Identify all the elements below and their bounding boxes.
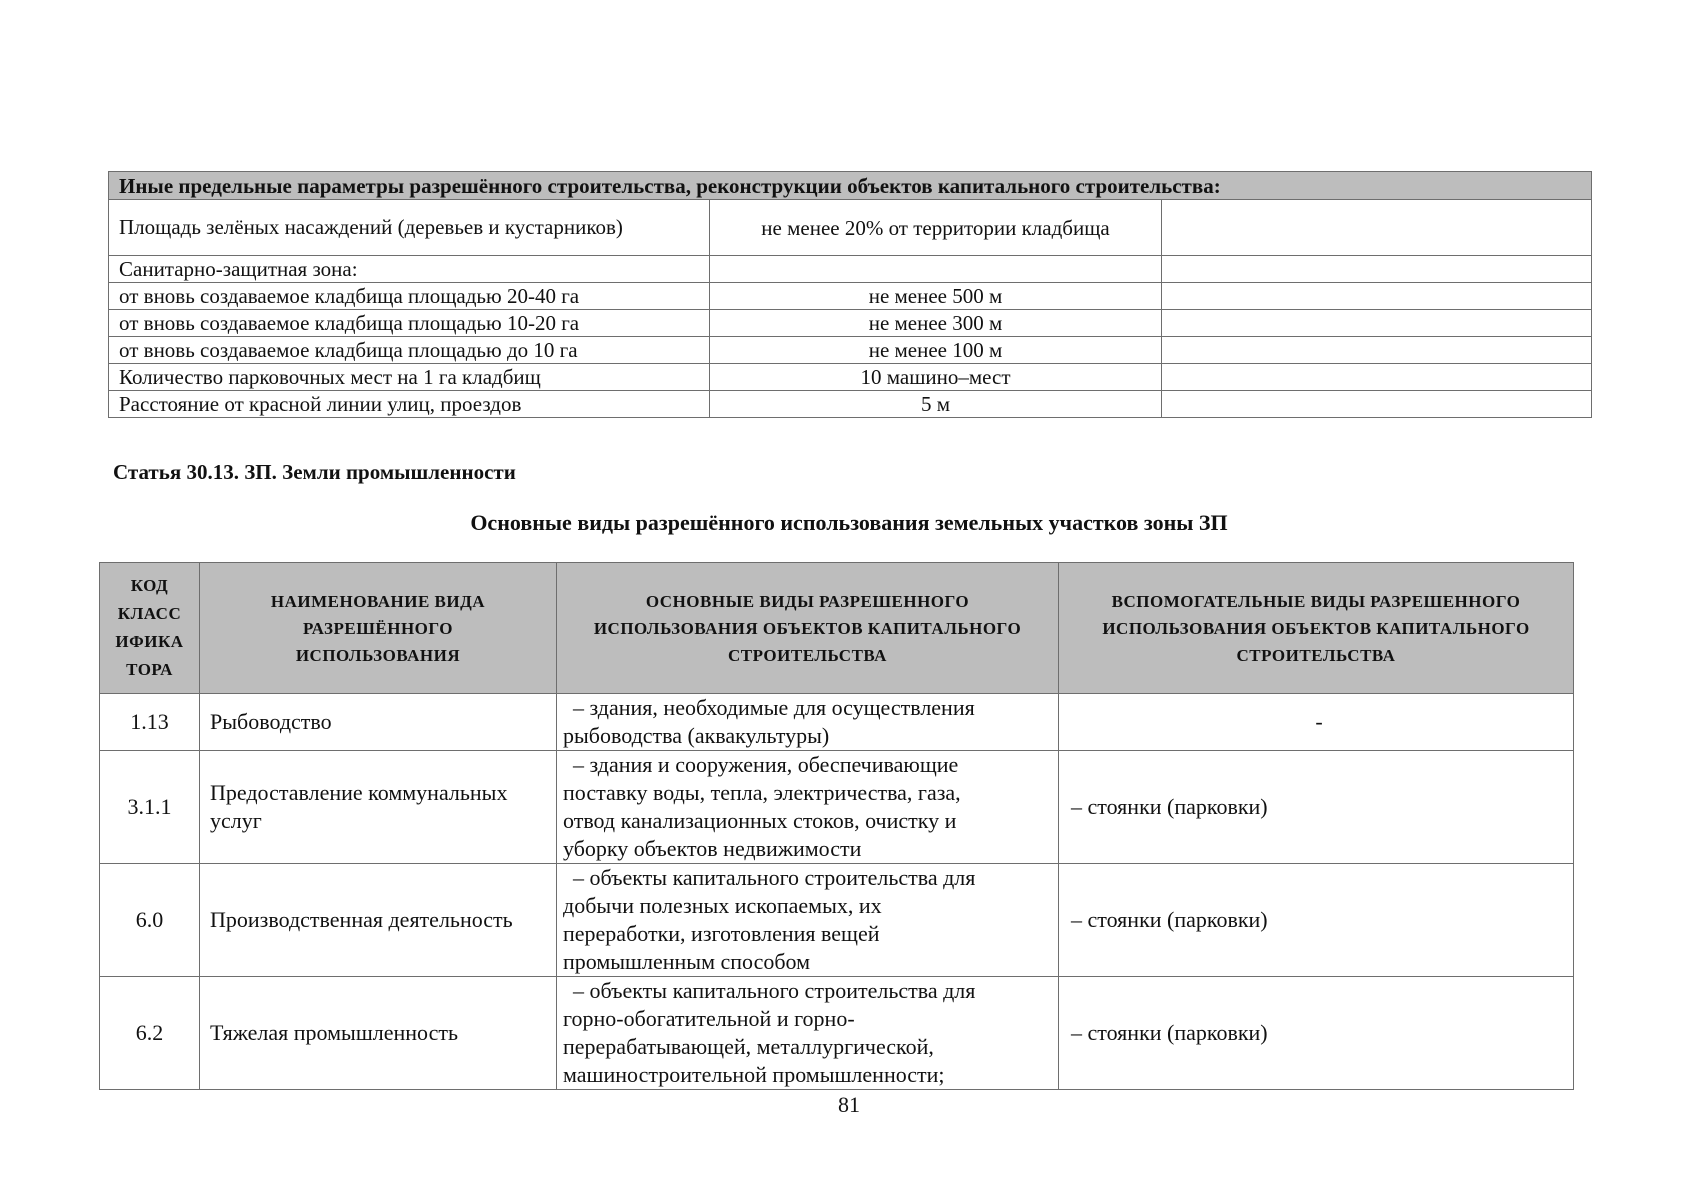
table-row	[109, 200, 1592, 256]
table-row	[109, 310, 1592, 337]
main-use-line: промышленным способом	[563, 949, 811, 974]
params-table-header-row	[109, 172, 1592, 200]
use-name: Производственная деятельность	[200, 864, 557, 977]
use-code: 6.0	[100, 864, 200, 977]
code-header-line: ТОРА	[126, 660, 173, 679]
param-note	[1162, 391, 1592, 418]
aux-uses: – стоянки (парковки)	[1059, 864, 1574, 977]
main-uses	[557, 977, 1059, 1090]
table-row	[109, 337, 1592, 364]
main-uses	[557, 864, 1059, 977]
table-row	[109, 364, 1592, 391]
table-row	[100, 751, 1574, 864]
params-table-header: Иные предельные параметры разрешённого строительства, реконструкции объектов капитального строительства:	[109, 172, 1592, 200]
code-header-line: КОД	[130, 576, 169, 595]
main-use-line: отвод канализационных стоков, очистку и	[563, 808, 957, 833]
page-number: 81	[838, 1092, 860, 1117]
table-row	[109, 256, 1592, 283]
aux-uses: – стоянки (парковки)	[1059, 751, 1574, 864]
table-row	[109, 391, 1592, 418]
param-label: Расстояние от красной линии улиц, проездов	[109, 391, 710, 418]
article-title: Статья 30.13. ЗП. Земли промышленности	[113, 460, 516, 484]
aux-uses: -	[1059, 694, 1574, 751]
main-uses	[557, 751, 1059, 864]
uses-table-header-row	[100, 563, 1574, 694]
use-name: Тяжелая промышленность	[200, 977, 557, 1090]
main-use-line: – здания, необходимые для осуществления	[573, 695, 975, 720]
param-value: 5 м	[710, 391, 1162, 418]
param-value	[710, 256, 1162, 283]
use-code: 1.13	[100, 694, 200, 751]
use-name: Предоставление коммунальных услуг	[200, 751, 557, 864]
param-value: не менее 20% от территории кладбища	[710, 200, 1162, 256]
main-uses-column-header: ОСНОВНЫЕ ВИДЫ РАЗРЕШЕННОГО ИСПОЛЬЗОВАНИЯ ОБЪЕКТОВ КАПИТАЛЬНОГО СТРОИТЕЛЬСТВА	[557, 563, 1059, 694]
param-value: не менее 500 м	[710, 283, 1162, 310]
main-use-line: поставку воды, тепла, электричества, газа,	[563, 780, 961, 805]
aux-uses-column-header: ВСПОМОГАТЕЛЬНЫЕ ВИДЫ РАЗРЕШЕННОГО ИСПОЛЬЗОВАНИЯ ОБЪЕКТОВ КАПИТАЛЬНОГО СТРОИТЕЛЬСТВА	[1059, 563, 1574, 694]
table-row	[109, 283, 1592, 310]
main-use-line: машиностроительной промышленности;	[563, 1062, 945, 1087]
code-header-line: КЛАСС	[117, 604, 182, 623]
param-note	[1162, 364, 1592, 391]
use-name: Рыбоводство	[200, 694, 557, 751]
table-row	[100, 977, 1574, 1090]
main-use-line: добычи полезных ископаемых, их	[563, 893, 882, 918]
main-use-line: горно-обогатительной и горно-	[563, 1006, 855, 1031]
uses-table-title: Основные виды разрешённого использования земельных участков зоны ЗП	[470, 510, 1228, 535]
param-value: не менее 100 м	[710, 337, 1162, 364]
use-code: 3.1.1	[100, 751, 200, 864]
main-use-line: перерабатывающей, металлургической,	[563, 1034, 934, 1059]
main-use-line: – объекты капитального строительства для	[573, 865, 976, 890]
main-use-line: переработки, изготовления вещей	[563, 921, 880, 946]
param-label: Санитарно-защитная зона:	[109, 256, 710, 283]
name-column-header: НАИМЕНОВАНИЕ ВИДА РАЗРЕШЁННОГО ИСПОЛЬЗОВАНИЯ	[200, 563, 557, 694]
param-value: не менее 300 м	[710, 310, 1162, 337]
table-row	[100, 864, 1574, 977]
param-note	[1162, 283, 1592, 310]
param-label: от вновь создаваемое кладбища площадью 20-40 га	[109, 283, 710, 310]
code-column-header	[100, 563, 200, 694]
param-note	[1162, 337, 1592, 364]
params-table	[108, 171, 1592, 418]
param-label: от вновь создаваемое кладбища площадью до 10 га	[109, 337, 710, 364]
param-label: Количество парковочных мест на 1 га кладбищ	[109, 364, 710, 391]
param-note	[1162, 200, 1592, 256]
main-uses	[557, 694, 1059, 751]
main-use-line: уборку объектов недвижимости	[563, 836, 862, 861]
param-label: от вновь создаваемое кладбища площадью 10-20 га	[109, 310, 710, 337]
main-use-line: рыбоводства (аквакультуры)	[563, 723, 830, 748]
code-header-line: ИФИКА	[115, 632, 184, 651]
main-use-line: – объекты капитального строительства для	[573, 978, 976, 1003]
aux-uses: – стоянки (парковки)	[1059, 977, 1574, 1090]
uses-table	[99, 562, 1574, 1090]
param-note	[1162, 256, 1592, 283]
table-row	[100, 694, 1574, 751]
use-code: 6.2	[100, 977, 200, 1090]
param-value: 10 машино–мест	[710, 364, 1162, 391]
param-note	[1162, 310, 1592, 337]
main-use-line: – здания и сооружения, обеспечивающие	[573, 752, 959, 777]
param-label: Площадь зелёных насаждений (деревьев и кустарников)	[109, 200, 710, 256]
